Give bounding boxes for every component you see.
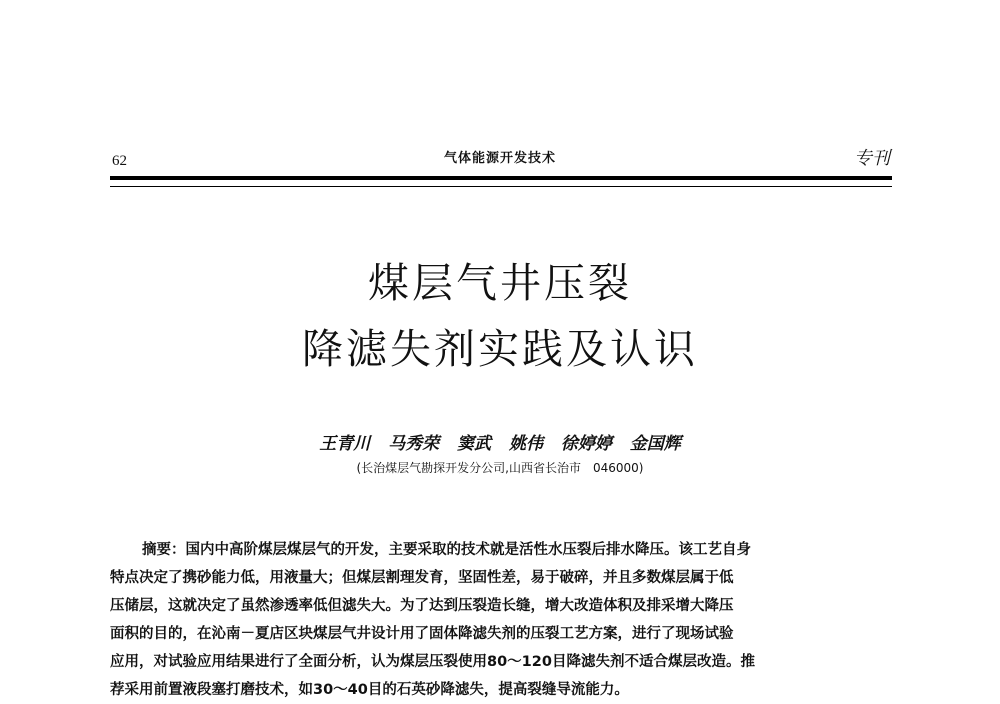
abstract-line: 摘要：国内中高阶煤层煤层气的开发，主要采取的技术就是活性水压裂后排水降压。该工艺自身: [142, 542, 751, 558]
author-list: 王青川 马秀荣 窦武 姚伟 徐婷婷 金国辉: [319, 434, 681, 454]
header-rule-thick: [110, 176, 892, 180]
title-line-2: 降滤失剂实践及认识: [302, 325, 698, 373]
journal-name: 气体能源开发技术: [443, 151, 556, 166]
title-line-1: 煤层气井压裂: [368, 259, 632, 307]
abstract-line: 压储层，这就决定了虽然渗透率低但滤失大。为了达到压裂造长缝，增大改造体积及排采增大降压: [110, 598, 734, 614]
affiliation: (长治煤层气勘探开发分公司,山西省长治市 046000): [356, 461, 644, 475]
abstract-line: 面积的目的，在沁南－夏店区块煤层气井设计用了固体降滤失剂的压裂工艺方案，进行了现场试验: [110, 626, 734, 642]
abstract-line: 应用，对试验应用结果进行了全面分析，认为煤层压裂使用80～120目降滤失剂不适合煤层改造。推: [110, 654, 755, 670]
page-number: 62: [112, 153, 127, 169]
abstract-line: 特点决定了携砂能力低，用液量大；但煤层割理发育，坚固性差，易于破碎，并且多数煤层属于低: [110, 570, 734, 586]
abstract-line: 荐采用前置液段塞打磨技术，如30～40目的石英砂降滤失，提高裂缝导流能力。: [110, 682, 629, 698]
issue-label: 专刊: [854, 148, 890, 169]
header-rule-thin: [110, 186, 892, 187]
abstract: [110, 536, 892, 704]
article-title: [150, 250, 850, 382]
